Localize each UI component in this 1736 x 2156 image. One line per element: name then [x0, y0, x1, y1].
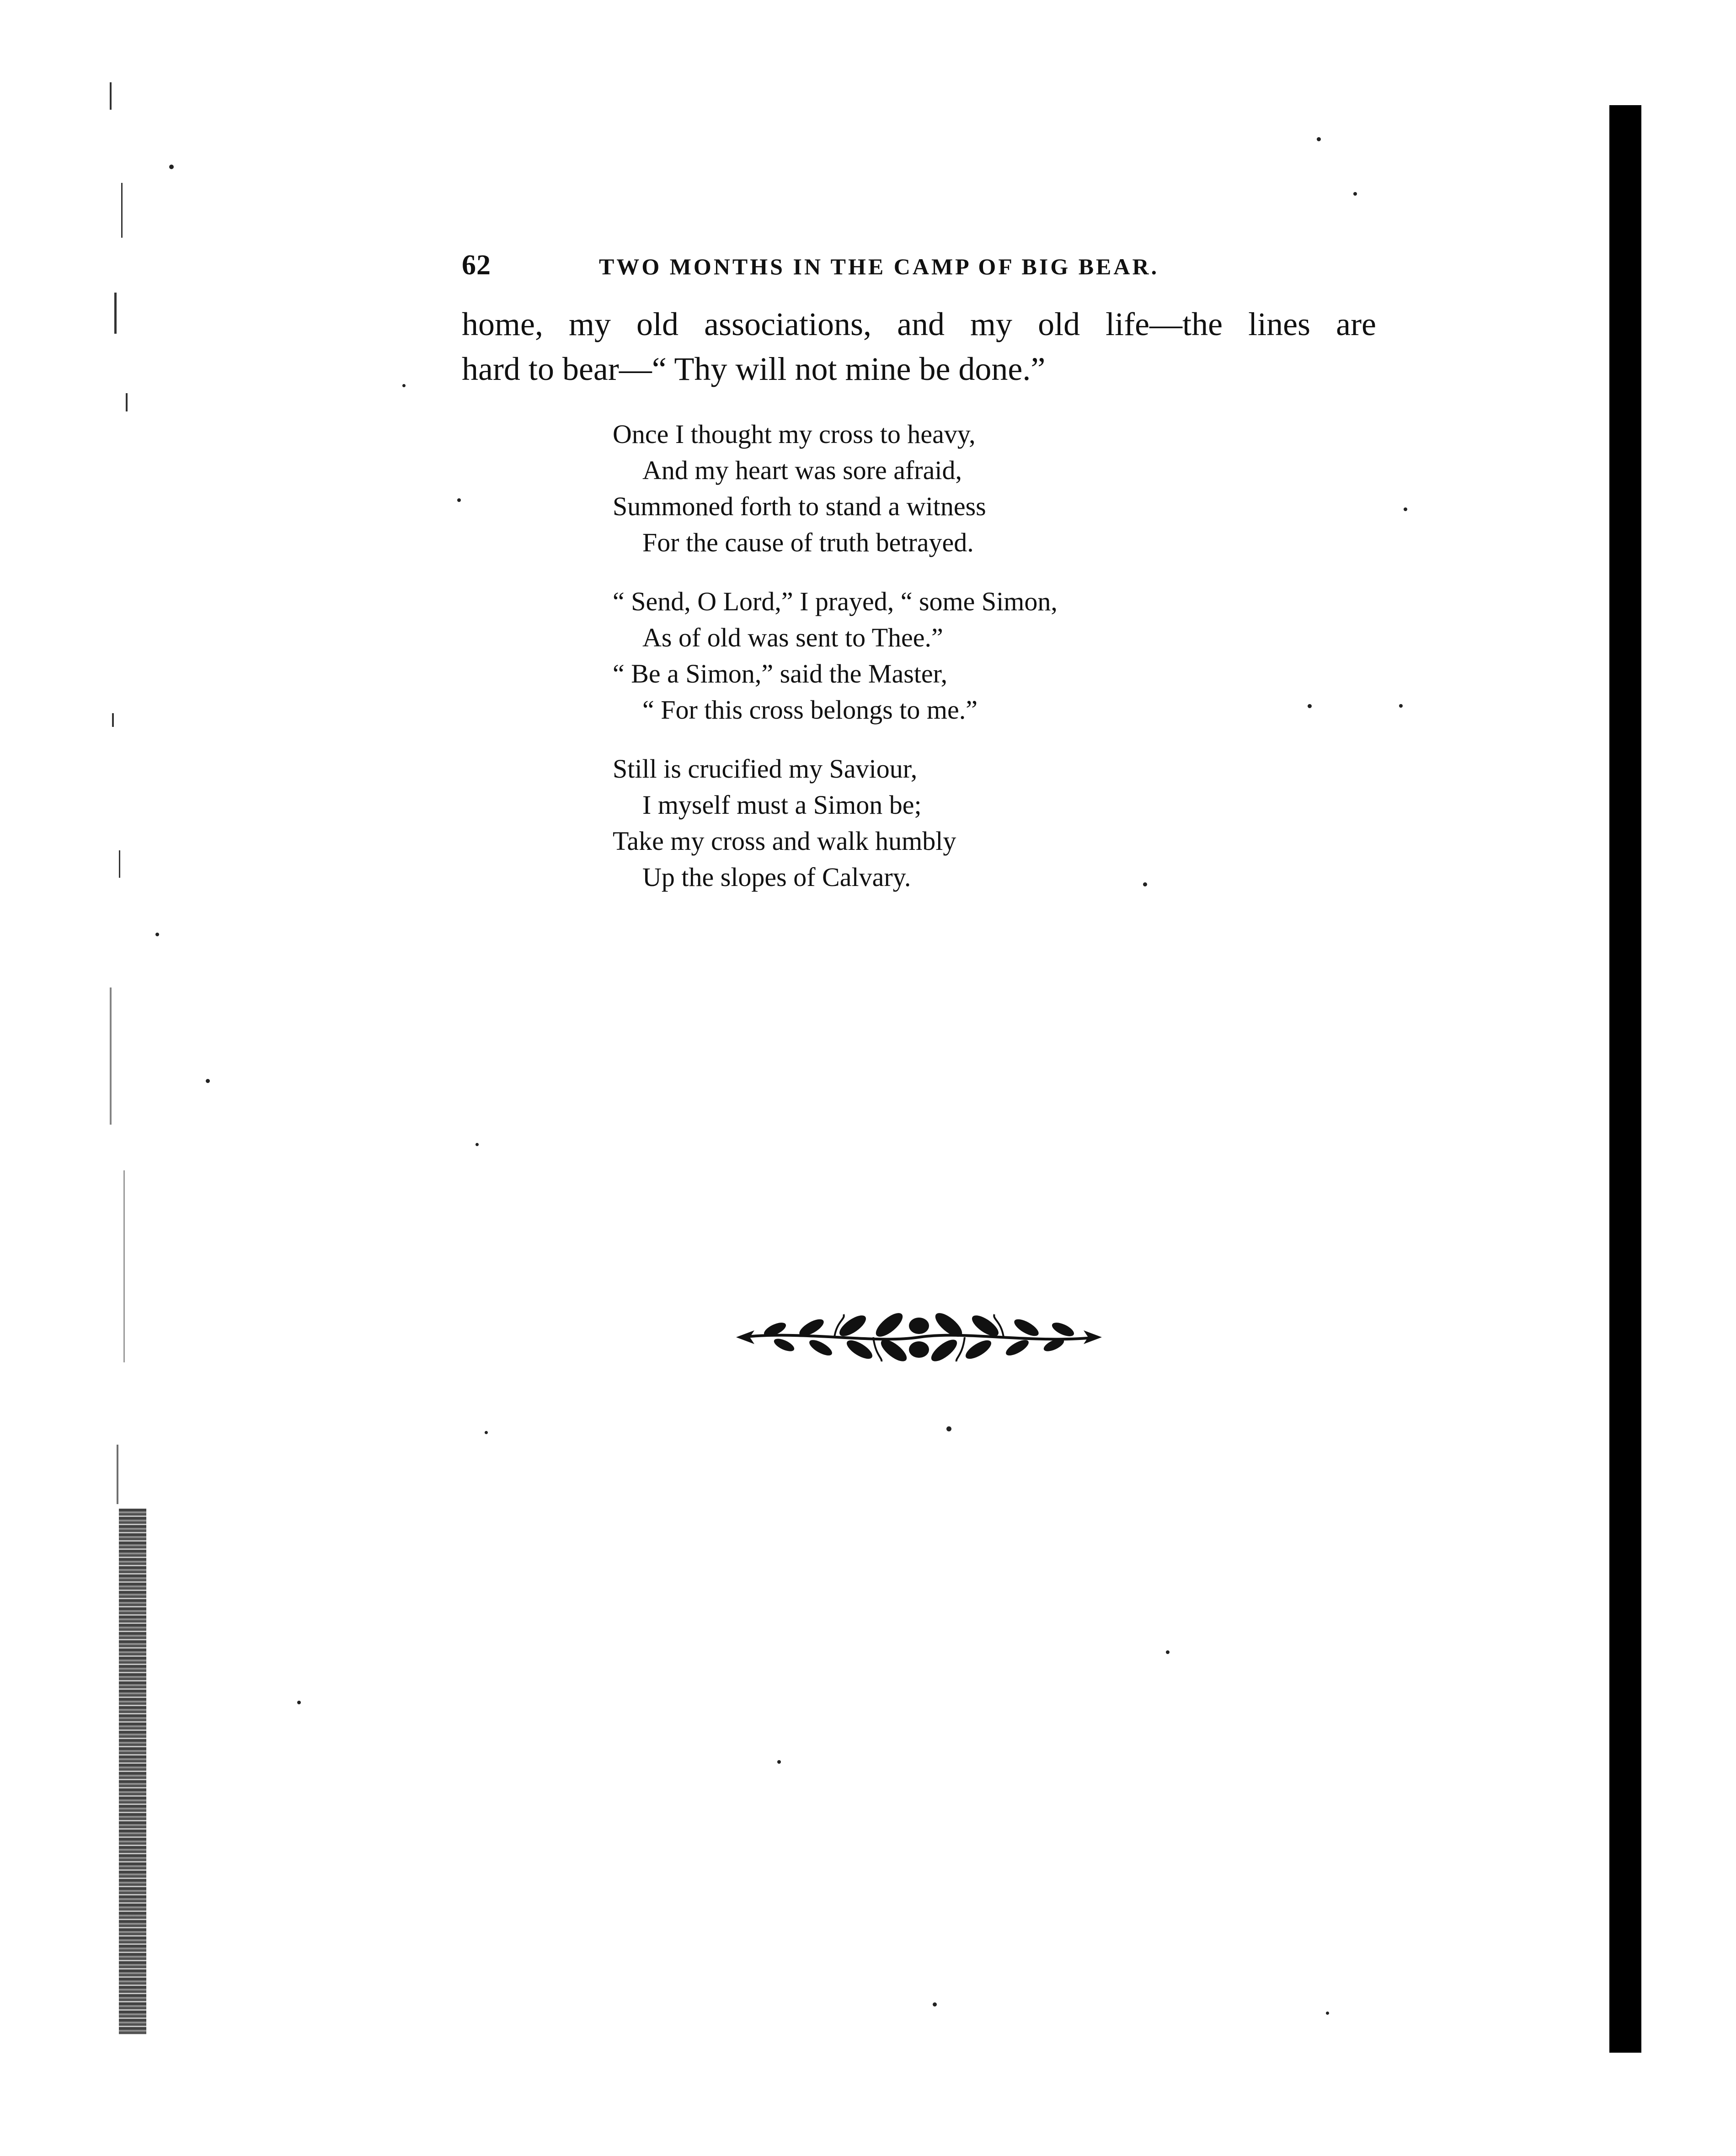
- gutter-mark: [114, 293, 117, 334]
- gutter-mark: [119, 850, 120, 878]
- poem: [613, 416, 1207, 918]
- poem-line: Take my cross and walk humbly: [613, 826, 956, 856]
- gutter-mark: [121, 183, 123, 238]
- poem-stanza: [613, 751, 1207, 895]
- scan-speck: [933, 2002, 937, 2007]
- poem-line: “ For this cross belongs to me.”: [642, 695, 978, 725]
- scan-speck: [1143, 882, 1147, 886]
- poem-stanza: [613, 583, 1207, 728]
- prose-line: home, my old associations, and my old life—the lines are: [462, 306, 1376, 342]
- poem-line: Summoned forth to stand a witness: [613, 491, 986, 521]
- scan-speck: [475, 1143, 479, 1146]
- running-head: [462, 249, 1244, 290]
- gutter-mark: [112, 713, 114, 727]
- scan-speck: [1166, 1650, 1170, 1654]
- poem-line: For the cause of truth betrayed.: [642, 528, 974, 557]
- poem-line: And my heart was sore afraid,: [642, 455, 962, 485]
- scan-speck: [169, 165, 174, 169]
- scan-speck: [777, 1760, 781, 1764]
- scan-speck: [1317, 137, 1321, 141]
- scan-speck: [1326, 2012, 1329, 2015]
- poem-stanza: [613, 416, 1207, 560]
- scan-speck: [485, 1431, 488, 1434]
- scan-speck: [297, 1701, 301, 1704]
- scan-speck: [1308, 704, 1312, 708]
- gutter-mark: [126, 393, 128, 411]
- poem-line: “ Send, O Lord,” I prayed, “ some Simon,: [613, 587, 1058, 616]
- poem-line: Still is crucified my Saviour,: [613, 754, 918, 784]
- poem-line: As of old was sent to Thee.”: [642, 623, 943, 652]
- vine-leaf-ornament-icon: [736, 1312, 1102, 1362]
- scan-speck: [402, 384, 406, 387]
- poem-line: “ Be a Simon,” said the Master,: [613, 659, 948, 688]
- page-number: 62: [462, 250, 491, 281]
- scan-speck: [946, 1426, 951, 1431]
- poem-line: Once I thought my cross to heavy,: [613, 419, 976, 449]
- scan-speck: [1404, 507, 1407, 511]
- gutter-mark: [117, 1445, 118, 1504]
- scan-speck: [155, 933, 159, 936]
- binding-shadow: [119, 1509, 146, 2034]
- poem-line: I myself must a Simon be;: [642, 790, 922, 820]
- prose-paragraph: [462, 302, 1376, 391]
- gutter-mark: [123, 1170, 125, 1362]
- scan-speck: [1399, 704, 1403, 708]
- scan-speck: [206, 1079, 210, 1083]
- poem-line: Up the slopes of Calvary.: [642, 862, 911, 892]
- running-title: TWO MONTHS IN THE CAMP OF BIG BEAR.: [599, 254, 1159, 279]
- gutter-mark: [110, 987, 112, 1125]
- scan-border: [1609, 105, 1641, 2053]
- gutter-mark: [110, 82, 112, 110]
- scan-speck: [1353, 192, 1357, 196]
- scan-speck: [457, 498, 461, 502]
- prose-line: hard to bear—“ Thy will not mine be done.”: [462, 351, 1046, 387]
